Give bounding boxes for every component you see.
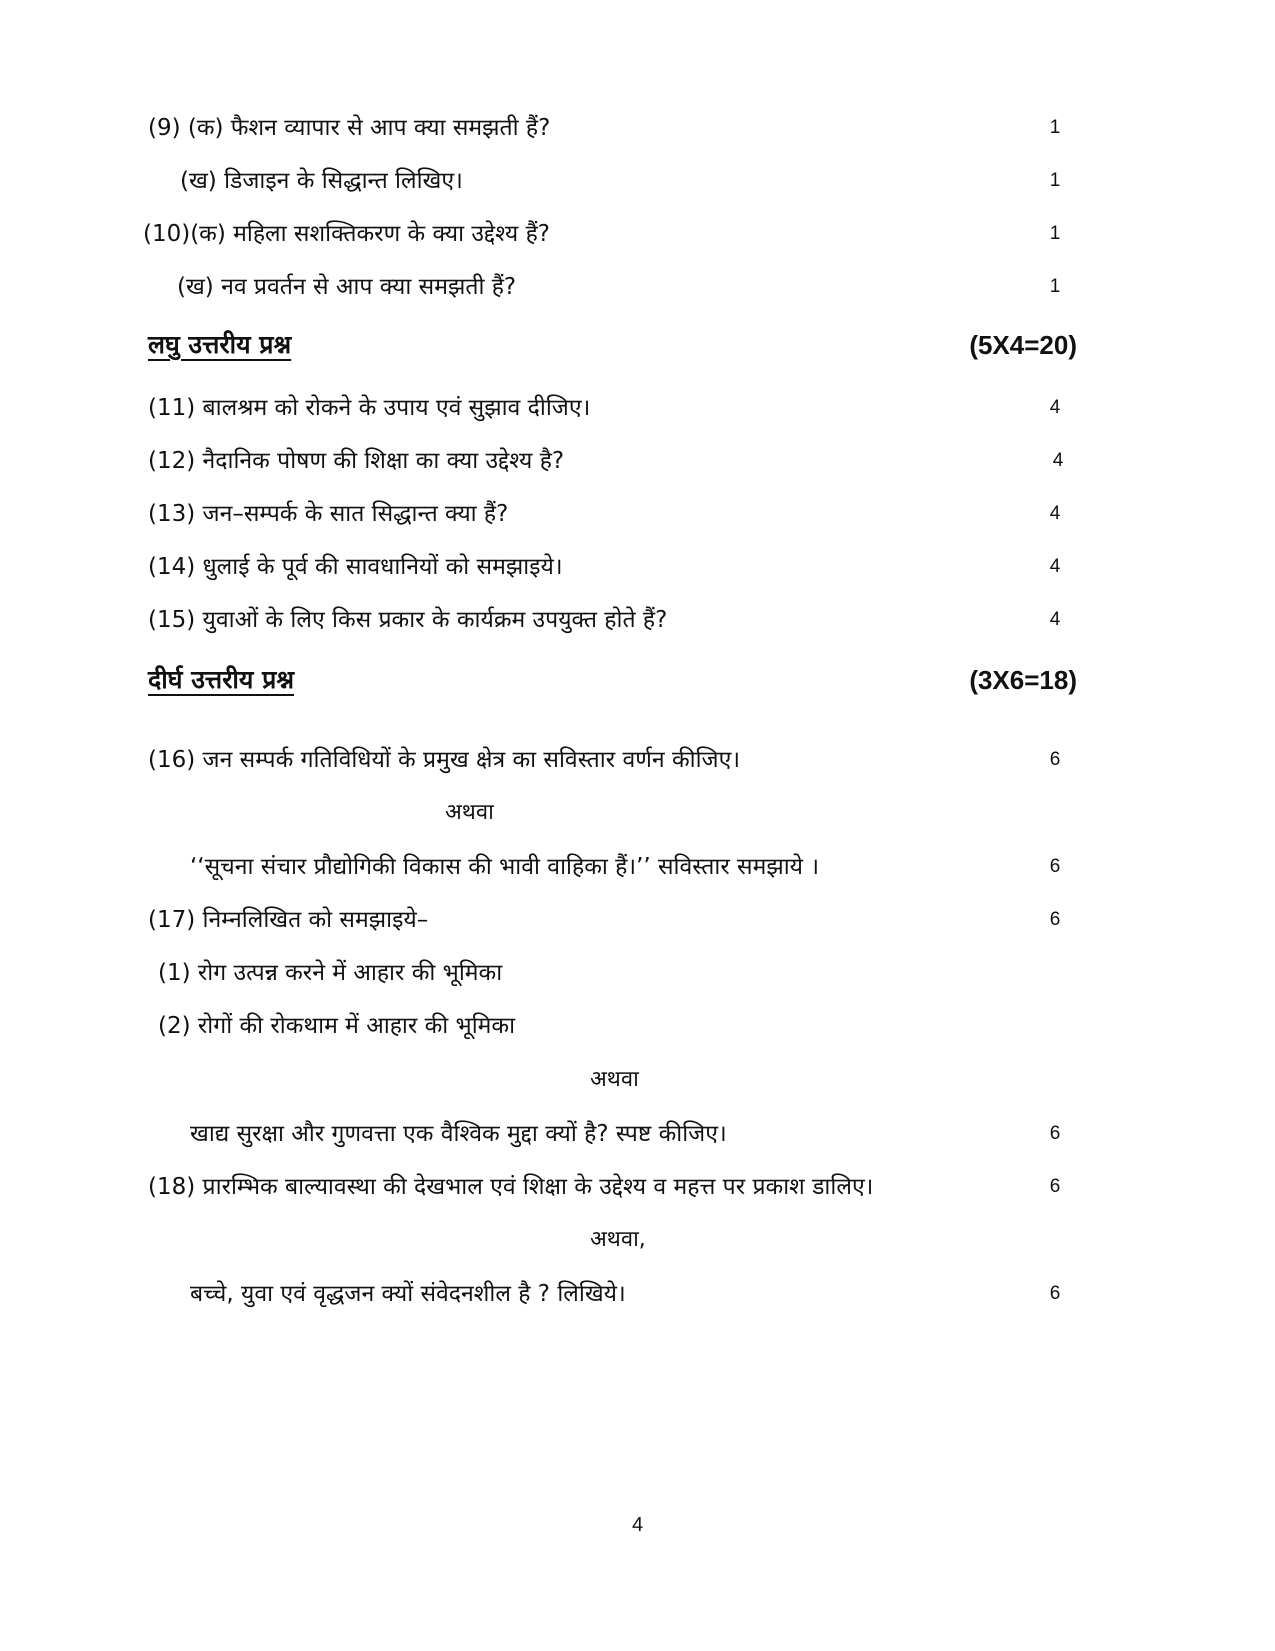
question-marks: 4 [1049,503,1061,524]
or-divider [0,793,1275,833]
section-title: लघु उत्तरीय प्रश्न [148,330,292,359]
section-long-header [0,658,1275,702]
section-total-marks: (3X6=18) [969,665,1077,695]
question-text: (9) (क) फैशन व्यापार से आप क्या समझती हैं? [148,115,551,141]
question-text: (11) बालश्रम को रोकने के उपाय एवं सुझाव दीजिए। [148,395,591,421]
question-marks: 6 [1049,1123,1061,1144]
or-divider [0,1060,1275,1100]
question-16 [0,740,1275,780]
or-label: अथवा, [590,1227,646,1252]
question-text: (16) जन सम्पर्क गतिविधियों के प्रमुख क्षेत्र का सविस्तार वर्णन कीजिए। [148,747,741,773]
question-text: (12) नैदानिक पोषण की शिक्षा का क्या उद्देश्य है? [148,448,565,474]
question-18-alternative [0,1274,1275,1314]
question-marks: 6 [1049,1283,1061,1304]
question-marks: 6 [1049,909,1061,930]
question-14 [0,547,1275,587]
question-marks: 4 [1049,556,1061,577]
sub-question-text: (1) रोग उत्पन्न करने में आहार की भूमिका [158,960,503,986]
question-text: (14) धुलाई के पूर्व की सावधानियों को समझाइये। [148,554,563,580]
question-marks: 1 [1049,170,1061,191]
question-text: बच्चे, युवा एवं वृद्धजन क्यों संवेदनशील है ? लिखिये। [190,1281,626,1307]
question-marks: 4 [1049,609,1061,630]
question-text: खाद्य सुरक्षा और गुणवत्ता एक वैश्विक मुद्दा क्यों है? स्पष्ट कीजिए। [190,1121,727,1147]
question-text: (17) निम्नलिखित को समझाइये– [148,907,429,933]
question-text: (ख) डिजाइन के सिद्धान्त लिखिए। [180,168,463,194]
question-17-alternative [0,1114,1275,1154]
question-10a [0,214,1275,254]
section-title: दीर्घ उत्तरीय प्रश्न [148,665,295,694]
sub-question-text: (2) रोगों की रोकथाम में आहार की भूमिका [158,1013,516,1039]
question-16-alternative [0,847,1275,887]
question-13 [0,494,1275,534]
question-18 [0,1167,1275,1207]
question-text: (15) युवाओं के लिए किस प्रकार के कार्यक्रम उपयुक्त होते हैं? [148,607,668,633]
question-12 [0,441,1275,481]
question-marks: 1 [1049,117,1061,138]
question-text: (ख) नव प्रवर्तन से आप क्या समझती हैं? [177,274,517,300]
question-marks: 4 [1049,397,1061,418]
question-17-sub-1 [0,953,1275,993]
question-text: ‘‘सूचना संचार प्रौद्योगिकी विकास की भावी वाहिका हैं।’’ सविस्तार समझाये । [190,854,820,880]
question-marks: 6 [1049,749,1061,770]
section-short-header [0,323,1275,367]
question-15 [0,600,1275,640]
question-17 [0,900,1275,940]
question-9a [0,108,1275,148]
section-total-marks: (5X4=20) [969,330,1077,360]
question-marks: 4 [1052,450,1064,471]
or-label: अथवा [590,1067,639,1092]
question-marks: 1 [1049,276,1061,297]
question-marks: 6 [1049,1176,1061,1197]
question-17-sub-2 [0,1006,1275,1046]
question-marks: 1 [1049,223,1061,244]
question-10b [0,267,1275,307]
question-marks: 6 [1049,856,1061,877]
or-label: अथवा [445,800,494,825]
or-divider [0,1220,1275,1260]
question-11 [0,388,1275,428]
question-text: (13) जन–सम्पर्क के सात सिद्धान्त क्या हैं? [148,501,509,527]
question-text: (18) प्रारम्भिक बाल्यावस्था की देखभाल एवं शिक्षा के उद्देश्य व महत्त पर प्रकाश डालिए। [148,1174,874,1200]
question-9b [0,161,1275,201]
question-text: (10)(क) महिला सशक्तिकरण के क्या उद्देश्य हैं? [143,221,550,247]
page-number: 4 [631,1514,644,1536]
